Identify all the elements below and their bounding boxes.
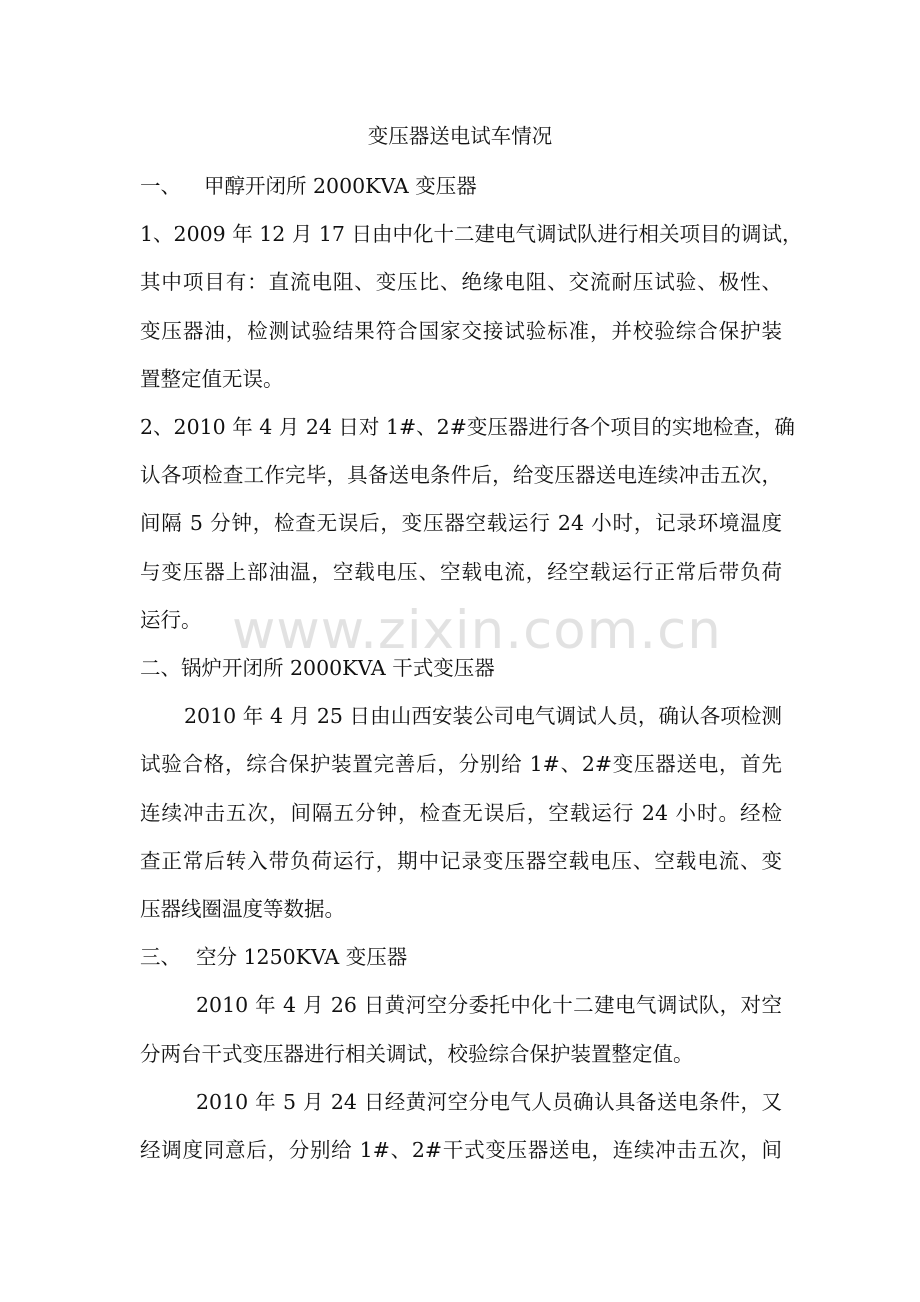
paragraph-line: 认各项检查工作完毕，具备送电条件后，给变压器送电连续冲击五次， xyxy=(140,463,782,487)
section-1-number: 一、 xyxy=(140,174,181,198)
paragraph-line: 运行。 xyxy=(140,608,202,632)
paragraph-line: 经调度同意后，分别给 1#、2#干式变压器送电，连续冲击五次，间 xyxy=(140,1138,782,1162)
paragraph-line: 间隔 5 分钟，检查无误后，变压器空载运行 24 小时，记录环境温度 xyxy=(140,511,782,535)
paragraph-line: 2010 年 4 月 26 日黄河空分委托中化十二建电气调试队，对空 xyxy=(196,993,782,1017)
page-title: 变压器送电试车情况 xyxy=(367,124,553,148)
paragraph-line: 试验合格，综合保护装置完善后，分别给 1#、2#变压器送电，首先 xyxy=(140,752,782,776)
section-2-heading: 二、锅炉开闭所 2000KVA 干式变压器 xyxy=(140,656,495,680)
watermark: www.zixin.com.cn xyxy=(232,600,722,661)
paragraph-line: 置整定值无误。 xyxy=(140,367,284,391)
paragraph-line: 2010 年 5 月 24 日经黄河空分电气人员确认具备送电条件，又 xyxy=(196,1090,782,1114)
paragraph-line: 2、2010 年 4 月 24 日对 1#、2#变压器进行各个项目的实地检查，确 xyxy=(140,415,795,439)
paragraph-line: 查正常后转入带负荷运行，期中记录变压器空载电压、空载电流、变 xyxy=(140,849,782,873)
paragraph-line: 分两台干式变压器进行相关调试，校验综合保护装置整定值。 xyxy=(140,1042,694,1066)
section-3-heading xyxy=(140,942,407,972)
paragraph-line: 与变压器上部油温，空载电压、空载电流，经空载运行正常后带负荷 xyxy=(140,560,782,584)
paragraph-line: 连续冲击五次，间隔五分钟，检查无误后，空载运行 24 小时。经检 xyxy=(140,801,782,825)
paragraph-line: 压器线圈温度等数据。 xyxy=(140,897,345,921)
paragraph-line: 2010 年 4 月 25 日由山西安装公司电气调试人员，确认各项检测 xyxy=(184,704,782,728)
paragraph-line: 变压器油，检测试验结果符合国家交接试验标准，并校验综合保护装 xyxy=(140,319,782,343)
paragraph-line: 其中项目有：直流电阻、变压比、绝缘电阻、交流耐压试验、极性、 xyxy=(140,270,782,294)
paragraph-line: 1、2009 年 12 月 17 日由中化十二建电气调试队进行相关项目的调试， xyxy=(140,222,803,246)
section-1-heading xyxy=(140,171,477,201)
section-3-number: 三、 xyxy=(140,945,181,969)
section-3-title: 空分 1250KVA 变压器 xyxy=(196,945,408,969)
section-1-title: 甲醇开闭所 2000KVA 变压器 xyxy=(204,174,477,198)
